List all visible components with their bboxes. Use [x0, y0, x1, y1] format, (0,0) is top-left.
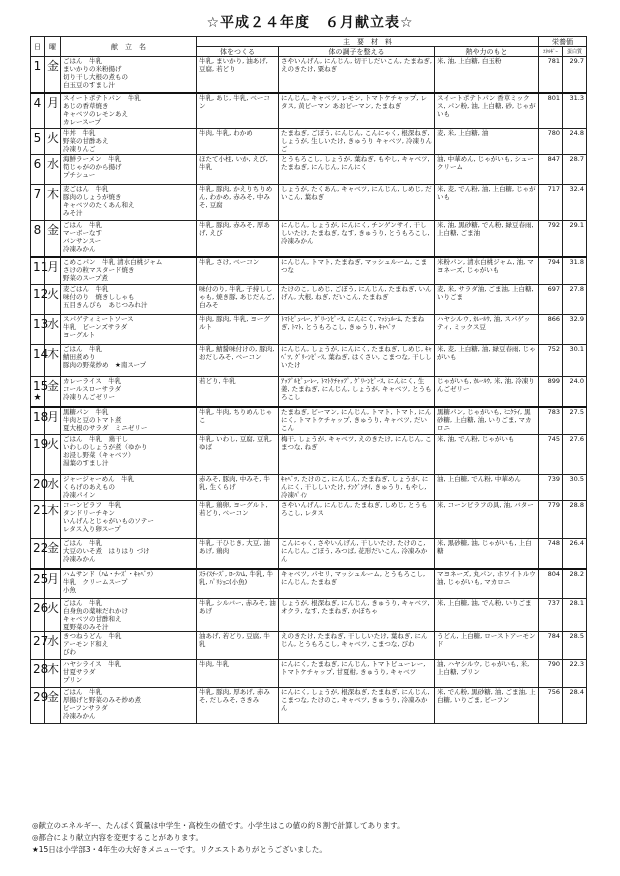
energy-ingredients: 米粉パン, 清水白桃ジャム, 油, マヨネーズ, じゃがいも [435, 257, 539, 285]
menu-row [31, 501, 587, 539]
dish-name: プリン [63, 676, 83, 684]
day-cell [31, 501, 49, 539]
weekday-cell: 火 [45, 285, 61, 315]
dish-name: 夏野菜のみそ汁 [63, 623, 109, 631]
condition-ingredients: しょうが, 根深ねぎ, にんじん, きゅうり, キャベツ, オクラ, なす, たまねぎ, かぼちゃ [279, 599, 435, 632]
day-number: 13 [33, 317, 49, 331]
protein-value: 22.3 [563, 660, 587, 688]
dish-name: いんげんとじゃがいものソテー [63, 517, 154, 525]
dishes-cell [61, 435, 197, 475]
page-title: ☆平成２４年度 ６月献立表☆ [206, 15, 414, 31]
menu-row [31, 285, 587, 315]
menu-row [31, 57, 587, 93]
condition-ingredients: たけのこ, しめじ, ごぼう, にんじん, たまねぎ, いんげん, 大根, ねぎ, だいこん, たまねぎ [279, 285, 435, 315]
dishes-cell [61, 660, 197, 688]
menu-body [31, 57, 587, 724]
day-number: 11 [33, 259, 49, 274]
menu-row [31, 221, 587, 257]
protein-value: 32.9 [563, 315, 587, 345]
day-cell [31, 257, 49, 285]
dish-name: レタス入り卵スープ [63, 525, 121, 533]
dish-name: 切り干し大根の煮もの [63, 73, 128, 81]
condition-ingredients: にんにく, しょうが, 根深ねぎ, たまねぎ, にんじん, こまつな, たけのこ, キャベツ, きゅうり, 冷凍みかん [279, 688, 435, 724]
header-main-ingredients: 主 要 材 料 [197, 37, 539, 47]
kcal-value: 804 [539, 569, 563, 599]
dish-name: ごはん 牛乳 [63, 688, 102, 696]
dish-name: マーボーなす [63, 229, 102, 237]
body-ingredients: 牛乳, 豚肉, 厚あげ, 赤みそ, だしみそ, さきみ [197, 688, 279, 724]
kcal-value: 783 [539, 407, 563, 435]
dish-name: 冷凍りんごゼリー [63, 393, 115, 401]
dishes-cell [61, 632, 197, 660]
note-line: ◎都合により献立内容を変更することがあります。 [32, 833, 203, 842]
body-ingredients: 牛乳, 干ひじき, 大豆, 油あげ, 鶏肉 [197, 539, 279, 569]
day-number: 15 [33, 379, 49, 393]
dish-name: コールスローサラダ [63, 385, 122, 393]
body-ingredients: 牛乳, 鶏卵, ヨーグルト, 若どり, ベーコン [197, 501, 279, 539]
notes [32, 820, 405, 856]
weekday-cell: 金 [45, 539, 61, 569]
header-kcal: ｴﾈﾙｷﾞｰ [539, 47, 563, 57]
dish-name: こめこパン 牛乳 清水白桃ジャム [63, 257, 163, 266]
kcal-value: 739 [539, 475, 563, 501]
dish-name: 麦ごはん 牛乳 [63, 185, 109, 193]
day-cell [31, 93, 45, 129]
weekday-cell: 金 [45, 377, 61, 407]
header-day: 日 [31, 37, 45, 57]
dishes-cell [61, 569, 197, 599]
menu-row [31, 688, 587, 724]
energy-ingredients: 米, 油, 黒砂糖, でん粉, 緑豆春雨, 上白糖, ごま油 [435, 221, 539, 257]
dish-name: 牛乳 クリームスープ [63, 577, 128, 586]
menu-row [31, 155, 587, 185]
dish-name: ジャージャーめん 牛乳 [63, 475, 135, 483]
day-number: 12 [33, 287, 49, 301]
energy-ingredients: 米, 黒砂糖, 油, じゃがいも, 上白糖 [435, 539, 539, 569]
condition-ingredients: ｷｬﾍﾞﾂ, たけのこ, にんじん, たまねぎ, しょうが, にんにく, 干ししいたけ, ﾁﾝｹﾞﾝｻｲ, きゅうり, もやし, 冷凍ﾊﾟｲﾝ [279, 475, 435, 501]
header-energy: 熱や力のもと [435, 47, 539, 57]
protein-value: 29.7 [563, 57, 587, 93]
body-ingredients: 牛乳, 鯖醤味付けの, 豚肉, おだしみそ, ベーコン [197, 345, 279, 377]
day-number: 27 [33, 634, 49, 648]
weekday-cell: 火 [45, 599, 61, 632]
dish-name: くらげのあえもの [63, 483, 115, 491]
body-ingredients: 牛乳, あじ, 牛乳, ベーコン [197, 93, 279, 129]
dish-name: 冷凍パイン [63, 491, 96, 499]
day-cell [31, 57, 45, 93]
body-ingredients: 牛肉, 牛乳, わかめ [197, 129, 279, 155]
dish-name: バンサンスー [63, 237, 102, 245]
body-ingredients: 味付のり, 牛乳, 子持ししゃも, 焼き豚, あじだんご, 白みそ [197, 285, 279, 315]
protein-value: 27.8 [563, 285, 587, 315]
protein-value: 31.8 [563, 257, 587, 285]
protein-value: 27.5 [563, 407, 587, 435]
protein-value: 29.1 [563, 221, 587, 257]
kcal-value: 748 [539, 539, 563, 569]
dishes-cell [61, 315, 197, 345]
energy-ingredients: 油, 中華めん, じゃがいも, シュークリーム [435, 155, 539, 185]
dish-name: 牛肉と豆のトマト煮 [63, 415, 122, 424]
dishes-cell [61, 539, 197, 569]
condition-ingredients: さやいんげん, にんじん, 切干しだいこん, たまねぎ, えのきたけ, 粟ねぎ [279, 57, 435, 93]
protein-value: 24.0 [563, 377, 587, 407]
dishes-cell [61, 285, 197, 315]
menu-row [31, 660, 587, 688]
dish-name: 冷凍みかん [63, 712, 96, 720]
dish-name: いわしのしょうが煮（ゆかり [63, 443, 148, 451]
energy-ingredients: 米, 麦, 上白糖, 油, 緑豆春雨, じゃがいも [435, 345, 539, 377]
day-cell [31, 345, 49, 377]
body-ingredients: 牛肉, 牛乳 [197, 660, 279, 688]
dish-name: 夏大根のサラダ ミニゼリー [63, 423, 148, 432]
day-cell [31, 155, 45, 185]
weekday-cell: 水 [45, 315, 61, 345]
condition-ingredients: キャベツ, パセリ, マッシュルーム, とうもろこし, にんじん, たまねぎ [279, 569, 435, 599]
dish-name: スイートポテトパン 牛乳 [63, 93, 141, 102]
day-cell [31, 285, 49, 315]
condition-ingredients: とうもろこし, しょうが, 葉ねぎ, もやし, キャベツ, たまねぎ, にんじん, にんにく [279, 155, 435, 185]
energy-ingredients: じゃがいも, ｶﾚｰﾙｳ, 米, 油, 冷凍りんごゼリー [435, 377, 539, 407]
dish-name: 白身魚の薬味だれかけ [63, 607, 128, 615]
protein-value: 26.4 [563, 539, 587, 569]
day-number: 5 [33, 131, 42, 145]
dishes-cell [61, 377, 197, 407]
dish-name: キャベツのたくあん和え [63, 201, 135, 209]
weekday-cell: 月 [45, 569, 61, 599]
day-number: 7 [33, 187, 42, 201]
dish-name: 甘夏サラダ [63, 668, 96, 676]
day-cell [31, 632, 49, 660]
dish-name: 筍じゃがのから揚げ [63, 163, 122, 171]
weekday-cell: 月 [45, 407, 61, 435]
weekday-cell: 金 [45, 221, 61, 257]
body-ingredients: 若どり, 牛乳 [197, 377, 279, 407]
weekday-cell: 金 [45, 688, 61, 724]
dish-name: 牛丼 牛乳 [63, 129, 96, 137]
energy-ingredients: 米, 油, 上白糖, 白玉粉 [435, 57, 539, 93]
dish-name: さけの粒マスタード焼き [63, 265, 135, 274]
weekday-cell: 木 [45, 185, 61, 221]
dish-name: ごはん 牛乳 [63, 599, 102, 607]
star-icon: ★ [33, 393, 42, 403]
body-ingredients: 牛肉, 豚肉, 牛乳, ヨーグルト [197, 315, 279, 345]
body-ingredients: 牛乳, まいかり, 油あげ, 豆腐, 若どり [197, 57, 279, 93]
dish-name: きつねうどん 牛乳 [63, 632, 122, 640]
energy-ingredients: マヨネーズ, 丸パン, ホワイトルウ 油, じゃがいも, マカロニ [435, 569, 539, 599]
weekday-cell: 月 [45, 93, 61, 129]
dish-name: びわ [63, 648, 76, 656]
dishes-cell [61, 501, 197, 539]
dish-name: スパゲティミートソース [63, 315, 134, 323]
protein-value: 31.3 [563, 93, 587, 129]
energy-ingredients: スイートポテトパン 香草ミックス, パン粉, 油, 上白糖, 砂, じゃがいも [435, 93, 539, 129]
dish-name: 冷凍みかん [63, 555, 96, 563]
kcal-value: 737 [539, 599, 563, 632]
weekday-cell: 水 [45, 155, 61, 185]
body-ingredients: 牛乳, いわし, 豆腐, 豆乳, ゆば [197, 435, 279, 475]
header-dishes: 献 立 名 [61, 37, 197, 57]
day-number: 22 [33, 541, 49, 555]
dish-name: 牛乳 ビーンズサラダ [63, 323, 128, 331]
protein-value: 28.5 [563, 632, 587, 660]
menu-row [31, 632, 587, 660]
body-ingredients: ｽﾗｲｽﾁｰｽﾞ, ﾛｰｽﾊﾑ, 牛乳, 牛乳, ﾊﾟﾘｼｮﾆ(小魚) [197, 569, 279, 599]
day-number: 25 [33, 571, 49, 586]
day-cell [31, 660, 49, 688]
dish-name: ごはん 牛乳 [63, 221, 102, 229]
condition-ingredients: にんじん, しょうが, にんにく, チンゲンサイ, 干ししいたけ, たまねぎ, なす, きゅうり, とうもろこし, 冷凍みかん [279, 221, 435, 257]
dish-name: あじの香草焼き [63, 101, 109, 110]
weekday-cell: 月 [45, 257, 61, 285]
dish-name: お浸し野菜（キャベツ） [63, 451, 135, 459]
kcal-value: 756 [539, 688, 563, 724]
condition-ingredients: にんじん, しょうが, にんにく, たまねぎ, しめじ, ｷｬﾍﾞﾂ, ｸﾞﾘｰﾝﾋﾟｰｽ, 葉ねぎ, はくさい, こまつな, 干ししいたけ [279, 345, 435, 377]
condition-ingredients: こんにゃく, さやいんげん, 干しいたけ, たけのこ, にんじん, ごぼう, みつば, 花形だいこん, 冷凍みかん [279, 539, 435, 569]
day-number: 20 [33, 477, 49, 491]
menu-row [31, 475, 587, 501]
day-number: 6 [33, 157, 42, 171]
protein-value: 28.7 [563, 155, 587, 185]
weekday-cell: 火 [45, 435, 61, 475]
menu-row [31, 539, 587, 569]
dish-name: 麦ごはん 牛乳 [63, 285, 109, 293]
day-cell [31, 569, 49, 599]
condition-ingredients: にんじん, トマト, たまねぎ, マッシュルーム, こまつな [279, 257, 435, 285]
dish-name: 豚肉の野菜炒め ★南スープ [63, 361, 147, 369]
day-cell [31, 221, 45, 257]
menu-row [31, 93, 587, 129]
header-condition: 体の調子を整える [279, 47, 435, 57]
dishes-cell [61, 688, 197, 724]
dish-name: 海鮮ラーメン 牛乳 [63, 155, 122, 163]
dishes-cell [61, 57, 197, 93]
dish-name: ビーフンサラダ [63, 704, 108, 712]
energy-ingredients: 米, コーンピラフの具, 油, バター [435, 501, 539, 539]
weekday-cell: 火 [45, 129, 61, 155]
day-cell [31, 315, 49, 345]
dishes-cell [61, 129, 197, 155]
kcal-value: 866 [539, 315, 563, 345]
energy-ingredients: 米, 麦, でん粉, 油, 上白糖, じゃがいも [435, 185, 539, 221]
dish-name: ハヤシライス 牛乳 [63, 660, 122, 668]
dish-name: プチシュー [63, 171, 96, 179]
weekday-cell: 水 [45, 632, 61, 660]
dish-name: 野菜の甘酢あえ [63, 137, 109, 145]
dish-name: 小魚 [63, 585, 76, 594]
day-cell [31, 129, 45, 155]
body-ingredients: 牛乳, シルバー, 赤みそ, 油あげ [197, 599, 279, 632]
menu-table [30, 36, 587, 724]
dish-name: カレーライス 牛乳 [63, 377, 122, 385]
energy-ingredients: 米, でん粉, 黒砂糖, 油, ごま油, 上白糖, いりごま, ビーフン [435, 688, 539, 724]
kcal-value: 790 [539, 660, 563, 688]
kcal-value: 801 [539, 93, 563, 129]
weekday-cell: 木 [45, 345, 61, 377]
protein-value: 24.8 [563, 129, 587, 155]
condition-ingredients: たまねぎ, ピーマン, にんじん, トマト, トマト, にんにく, トマトケチャップ, きゅうり, キャベツ, だいこん [279, 407, 435, 435]
dish-name: アーモンド和え [63, 640, 109, 648]
day-cell [31, 185, 45, 221]
dish-name: 冷凍りんご [63, 145, 96, 153]
day-number: 21 [33, 503, 49, 517]
energy-ingredients: うどん, 上白糖, ローストアーモンド [435, 632, 539, 660]
dish-name: ごはん 牛乳 [63, 57, 102, 65]
condition-ingredients: たまねぎ, ごぼう, にんじん, こんにゃく, 根深ねぎ, しょうが, 生しいたけ, きゅうり キャベツ, 冷凍りんご [279, 129, 435, 155]
weekday-cell: 木 [45, 660, 61, 688]
day-cell [31, 539, 49, 569]
condition-ingredients: えのきたけ, たまねぎ, 干ししいたけ, 葉ねぎ, にんじん, とうもろこし, キャベツ, こまつな, びわ [279, 632, 435, 660]
menu-row [31, 185, 587, 221]
protein-value: 28.4 [563, 688, 587, 724]
menu-row [31, 569, 587, 599]
day-cell [31, 475, 49, 501]
dish-name: 豚肉のしょうが焼き [63, 193, 122, 201]
dish-name: 黒糖パン 牛乳 [63, 407, 109, 416]
dish-name: 味付のり 焼きししゃも [63, 293, 135, 301]
dish-name: まいかりの米粉揚げ [63, 65, 122, 73]
weekday-cell: 木 [45, 501, 61, 539]
protein-value: 30.5 [563, 475, 587, 501]
dish-name: 野菜のスープ煮 [63, 273, 108, 282]
header-weekday: 曜 [45, 37, 61, 57]
dish-name: ヨーグルト [63, 331, 96, 339]
dish-name: ごはん 牛乳 [63, 539, 102, 547]
condition-ingredients: ﾄﾏﾄﾋﾟｭｰﾚｰ, ｸﾞﾘｰﾝﾋﾟｰｽ, にんにく, ﾏｯｼｭﾙｰﾑ, たまねぎ, ﾄﾏﾄ, とうもろこし, きゅうり, ｷｬﾍﾞﾂ [279, 315, 435, 345]
weekday-cell: 金 [45, 57, 61, 93]
body-ingredients: 牛乳, 豚肉, かえりちりめん, わかめ, 赤みそ, 中みそ, 豆腐 [197, 185, 279, 221]
day-number: 28 [33, 662, 49, 676]
dishes-cell [61, 407, 197, 435]
dish-name: 大豆のいそ煮 はりはり づけ [63, 547, 150, 555]
protein-value: 32.4 [563, 185, 587, 221]
day-number: 29 [33, 690, 49, 704]
dish-name: カレースープ [63, 117, 102, 126]
condition-ingredients: 梅干, しょうが, キャベツ, えのきたけ, にんじん, こまつな, ねぎ [279, 435, 435, 475]
header-body: 体をつくる [197, 47, 279, 57]
menu-row [31, 435, 587, 475]
energy-ingredients: 米, 上白糖, 油, でん粉, いりごま [435, 599, 539, 632]
body-ingredients: 油あげ, 若どり, 豆腐, 牛乳 [197, 632, 279, 660]
dish-name: タンドリーチキン [63, 509, 115, 517]
energy-ingredients: 黒糖パン, じゃがいも, ﾐﾆｸﾗｲ, 黒砂糖, 上白糖, 油, いりごま, マカロニ [435, 407, 539, 435]
dishes-cell [61, 345, 197, 377]
dish-name: 湯葉のすまし汁 [63, 459, 109, 467]
header-nutrition: 栄養価 [539, 37, 587, 47]
kcal-value: 745 [539, 435, 563, 475]
day-number: 26 [33, 601, 49, 615]
kcal-value: 780 [539, 129, 563, 155]
dish-name: キャベツの甘酢和え [63, 615, 122, 623]
kcal-value: 794 [539, 257, 563, 285]
weekday-cell: 水 [45, 475, 61, 501]
protein-value: 28.1 [563, 599, 587, 632]
condition-ingredients: にんじん, キャベツ, レモン, トマトケチャップ, レタス, 黄ピーマン あおピーマン, たまねぎ [279, 93, 435, 129]
note-line: ◎献立のエネルギー、たんぱく質量は中学生・高校生の値です。小学生はこの値の約８割で計算してあります。 [32, 821, 405, 830]
day-number: 14 [33, 347, 49, 361]
dishes-cell [61, 155, 197, 185]
condition-ingredients: ｱｯﾌﾟﾙﾋﾟｭｰﾚｰ, ﾄﾏﾄｹﾁｬｯﾌﾟ, ｸﾞﾘｰﾝﾋﾟｰｽ, にんにく, 生姜, たまねぎ, にんじん, しょうが, キャベツ, とうもろこし [279, 377, 435, 407]
protein-value: 28.8 [563, 501, 587, 539]
kcal-value: 847 [539, 155, 563, 185]
energy-ingredients: 麦, 米, サラダ油, ごま油, 上白糖, いりごま [435, 285, 539, 315]
body-ingredients: 牛乳, さけ, ベーコン [197, 257, 279, 285]
dishes-cell [61, 475, 197, 501]
day-number: 8 [33, 223, 42, 237]
dish-name: 白玉豆のすまし汁 [63, 81, 115, 89]
day-number: 1 [33, 59, 42, 73]
kcal-value: 784 [539, 632, 563, 660]
menu-row [31, 407, 587, 435]
day-number: 19 [33, 437, 49, 451]
dish-name: みそ汁 [63, 209, 83, 217]
menu-row [31, 129, 587, 155]
day-cell [31, 407, 49, 435]
condition-ingredients: にんにく, たまねぎ, にんじん, トマトピューレー, トマトケチャップ, 甘夏柑, きゅうり, キャベツ [279, 660, 435, 688]
energy-ingredients: 油, ハヤシルウ, じゃがいも, 米, 上白糖, プリン [435, 660, 539, 688]
header-protein: 蛋白質 [563, 47, 587, 57]
kcal-value: 697 [539, 285, 563, 315]
dish-name: 五目きんぴら あじつみれ汁 [63, 301, 148, 309]
day-number: 4 [33, 95, 42, 110]
kcal-value: 752 [539, 345, 563, 377]
protein-value: 30.1 [563, 345, 587, 377]
energy-ingredients: 油, 上白糖, でん粉, 中華めん [435, 475, 539, 501]
menu-row [31, 345, 587, 377]
condition-ingredients: さやいんげん, にんじん, たまねぎ, しめじ, とうもろこし, レタス [279, 501, 435, 539]
dish-name: ごはん 牛乳 鶏干し [63, 435, 128, 443]
dishes-cell [61, 599, 197, 632]
dishes-cell [61, 185, 197, 221]
protein-value: 28.2 [563, 569, 587, 599]
dish-name: キャベツのレモンあえ [63, 109, 128, 118]
dishes-cell [61, 93, 197, 129]
energy-ingredients: 麦, 米, 上白糖, 油 [435, 129, 539, 155]
kcal-value: 779 [539, 501, 563, 539]
day-cell [31, 377, 49, 407]
dishes-cell [61, 221, 197, 257]
note-line: ★15日は小学部3・4年生の大好きメニューです。リクエストありがとうございました。 [32, 845, 327, 854]
kcal-value: 781 [539, 57, 563, 93]
kcal-value: 792 [539, 221, 563, 257]
dish-name: ごはん 牛乳 [63, 345, 102, 353]
day-cell [31, 599, 49, 632]
dishes-cell [61, 257, 197, 285]
energy-ingredients: ハヤシルウ, ｶﾚｰﾙｳ, 油, スパゲッティ, ミックス豆 [435, 315, 539, 345]
kcal-value: 899 [539, 377, 563, 407]
kcal-value: 717 [539, 185, 563, 221]
dish-name: コーンピラフ 牛乳 [63, 501, 122, 509]
body-ingredients: 赤みそ, 豚肉, 中みそ, 牛乳, 生くらげ [197, 475, 279, 501]
dish-name: 冷凍みかん [63, 245, 96, 253]
day-number: 18 [33, 409, 49, 424]
day-cell [31, 688, 49, 724]
body-ingredients: 牛乳, 牛肉, ちりめんじゃこ [197, 407, 279, 435]
protein-value: 27.6 [563, 435, 587, 475]
body-ingredients: ほたて小柱, いか, えび, 牛乳 [197, 155, 279, 185]
energy-ingredients: 米, 油, でん粉, じゃがいも [435, 435, 539, 475]
condition-ingredients: しょうが, たくあん, キャベツ, にんじん, しめじ, だいこん, 葉ねぎ [279, 185, 435, 221]
menu-row [31, 599, 587, 632]
day-cell [31, 435, 49, 475]
menu-row [31, 315, 587, 345]
menu-row [31, 377, 587, 407]
body-ingredients: 牛乳, 豚肉, 赤みそ, 厚あげ, えび [197, 221, 279, 257]
menu-row [31, 257, 587, 285]
dish-name: 鯖田煮めり [63, 353, 96, 361]
dish-name: ハムサンド（ﾊﾑ・ﾁｰｽﾞ・ｷｬﾍﾞﾂ） [63, 569, 157, 578]
dish-name: 厚揚げと野菜のみそ炒め煮 [63, 696, 141, 704]
